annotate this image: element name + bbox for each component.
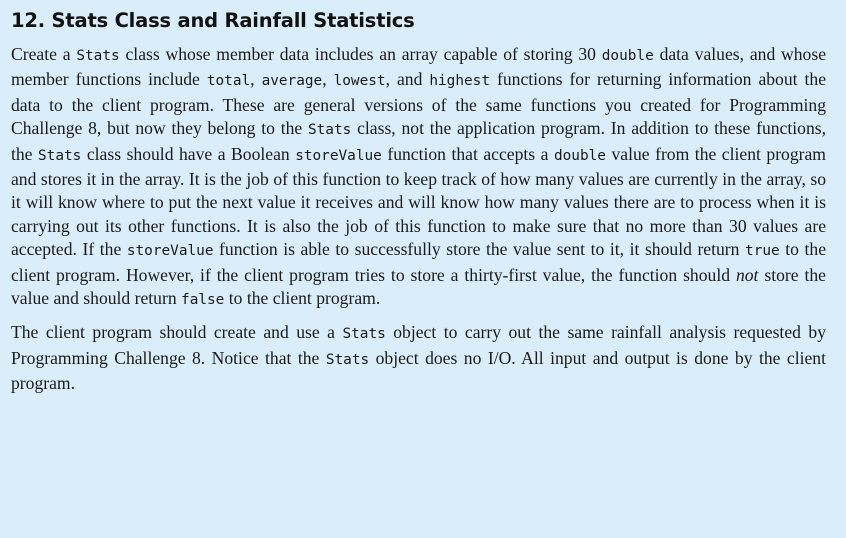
- inline-code: storeValue: [295, 147, 382, 164]
- inline-code: Stats: [325, 351, 370, 368]
- body-text: class whose member data includes an array capable of storing 30: [119, 44, 602, 64]
- body-text: function that accepts a: [381, 143, 554, 164]
- inline-code: double: [601, 48, 654, 64]
- paragraph-1: [11, 43, 826, 312]
- body-text: object does no I/O. All input and output is done by the client program.: [11, 347, 826, 394]
- inline-code: Stats: [76, 48, 120, 64]
- inline-code: false: [181, 292, 225, 309]
- body-text: data values, and whose member functions include: [11, 44, 827, 90]
- inline-code: average: [261, 73, 323, 90]
- body-text: Create a: [11, 44, 77, 64]
- inline-code: storeValue: [126, 243, 214, 260]
- body-text: class, not the application program. In addition to these functions, the: [11, 118, 826, 164]
- emphasis-text: not: [735, 264, 759, 285]
- body-text: store the value and should return: [11, 264, 826, 309]
- body-text: to the client program. However, if the client program tries to store a thirty-first value, the function should: [11, 239, 826, 285]
- body-text: ,: [322, 69, 334, 90]
- inline-code: Stats: [38, 147, 82, 164]
- section-heading: 12. Stats Class and Rainfall Statistics: [11, 9, 415, 32]
- paragraph-2: [11, 321, 826, 395]
- body-text: ,: [250, 69, 262, 90]
- body-text: class should have a Boolean: [81, 143, 296, 164]
- body-text: The client program should create and use a: [11, 322, 343, 343]
- inline-code: highest: [429, 73, 491, 90]
- inline-code: true: [745, 243, 780, 260]
- inline-code: double: [553, 147, 606, 164]
- body-text: functions for returning information about the data to the client program. These are general versions of the same functions you created for Programming Challenge 8, but now they belong to the: [11, 69, 827, 139]
- inline-code: Stats: [307, 122, 352, 139]
- inline-code: total: [206, 73, 251, 90]
- body-text: object to carry out the same rainfall analysis requested by Programming Challenge 8. Notice that the: [11, 322, 826, 368]
- inline-code: Stats: [342, 326, 386, 343]
- body-text: to the client program.: [224, 288, 381, 309]
- body-text: function is able to successfully store the value sent to it, it should return: [213, 239, 746, 260]
- body-text: , and: [385, 69, 430, 90]
- body-text: value from the client program and stores it in the array. It is the job of this function to keep track of how many values are currently in the array, so it will know where to put the next value it receives and will know how many values there are to process when it is carrying out its other functions. It is also the job of this function to make sure that no more than 30 values are accepted. If the: [11, 143, 826, 260]
- inline-code: lowest: [333, 73, 386, 90]
